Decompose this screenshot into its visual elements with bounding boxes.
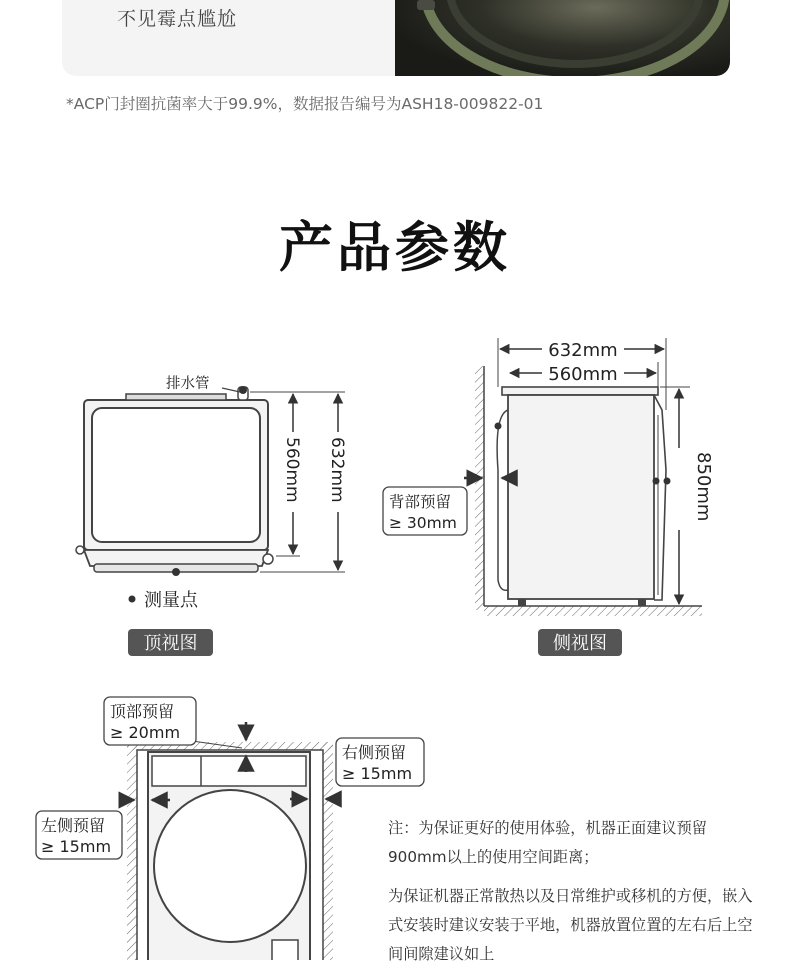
section-title: 产品参数 [279, 216, 511, 279]
measure-point-bullet [129, 596, 136, 603]
promo-text: 不见霉点尴尬 [117, 8, 238, 30]
footnote: *ACP门封圈抗菌率大于99.9%，数据报告编号为ASH18-009822-01 [66, 95, 544, 113]
side-dim-850: 850mm [693, 452, 714, 522]
filter-cover [272, 940, 298, 960]
top-view-diagram [76, 375, 347, 656]
note-clearance: 为保证机器正常散热以及日常维护或移机的方便，嵌入式安装时建议安装于平地，机器放置位置的左右后上空间间隙建议如上 [388, 887, 753, 963]
measure-point-label: 测量点 [144, 590, 198, 611]
install-notes [388, 814, 760, 979]
top-dim-560: 560mm [282, 437, 302, 503]
side-view-diagram [383, 338, 714, 656]
side-dim-560: 560mm [548, 364, 618, 385]
side-view-top [502, 387, 658, 395]
back-clearance-l2: ≥ 30mm [389, 514, 457, 532]
control-panel [152, 756, 306, 786]
top-dim-632: 632mm [327, 437, 347, 503]
right-clearance-l1: 右侧预留 [342, 743, 407, 762]
note-front-space: 注：为保证更好的使用体验，机器正面建议预留900mm以上的使用空间距离； [388, 819, 707, 866]
side-dim-632: 632mm [548, 340, 618, 361]
drain-pipe-label: 排水管 [166, 376, 210, 392]
right-clearance-l2: ≥ 15mm [342, 764, 413, 783]
top-view-badge-label: 顶视图 [143, 633, 198, 654]
front-door [154, 790, 306, 942]
left-clearance-l1: 左侧预留 [41, 816, 106, 835]
front-install-diagram [36, 697, 424, 960]
back-clearance-l1: 背部预留 [389, 493, 452, 511]
left-clearance-l2: ≥ 15mm [41, 837, 112, 856]
top-clearance-l1: 顶部预留 [110, 702, 175, 721]
side-view-badge-label: 侧视图 [553, 633, 607, 654]
top-view-lid [92, 408, 260, 542]
top-clearance-l2: ≥ 20mm [110, 723, 181, 742]
side-view-body [508, 395, 654, 599]
